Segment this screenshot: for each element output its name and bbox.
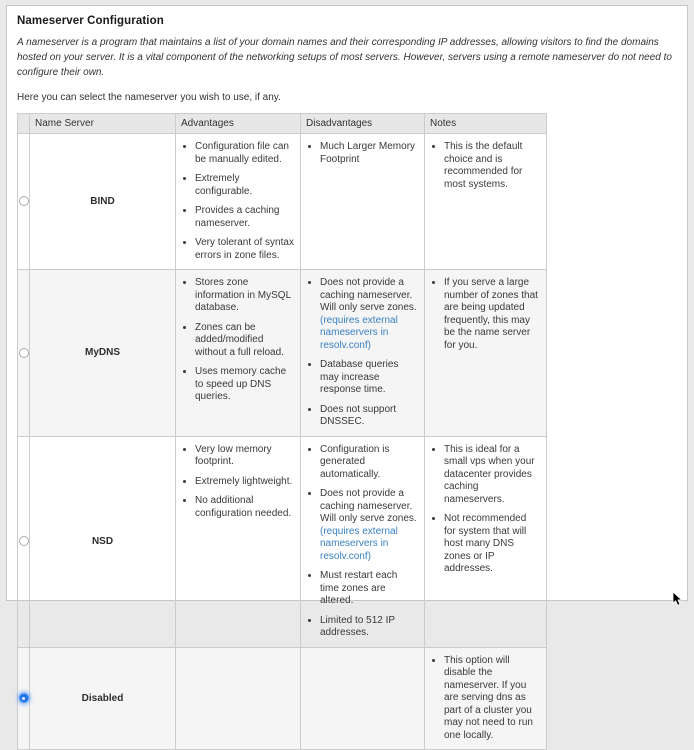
table-row-nsd (18, 436, 547, 647)
nameserver-configuration-panel (6, 5, 688, 741)
radio-nsd[interactable] (19, 536, 29, 546)
name-label-mydns: MyDNS (30, 270, 176, 437)
disadvantage-item: • Configuration is generated automatically. (320, 444, 418, 482)
page-title: Nameserver Configuration (17, 15, 164, 27)
disadvantage-item (320, 488, 418, 563)
notes-cell-bind (425, 134, 547, 270)
advantages-cell-bind (176, 134, 301, 270)
header-advantages: Advantages (176, 114, 301, 134)
disadvantages-cell-disabled (301, 647, 425, 750)
notes-cell-disabled (425, 647, 547, 750)
advantages-cell-mydns (176, 270, 301, 437)
page-description: A nameserver is a program that maintains a list of your domain names and their corresponding IP addresses, allowing visitors to find the domains hosted on your server. It is a vital component of the networking setups of most servers. However, servers using a remote nameserver do not need to configure their own. (17, 37, 672, 78)
note-item: • This option will disable the nameserver. If you are serving dns as part of a cluster you may not need to run one locally. (444, 655, 540, 743)
table-row-bind (18, 134, 547, 270)
nameserver-table (17, 113, 547, 750)
advantage-item: • Uses memory cache to speed up DNS queries. (195, 366, 294, 404)
name-label-nsd: NSD (30, 436, 176, 647)
disadvantage-text: Does not provide a caching nameserver. Will only serve zones. (320, 277, 417, 313)
page-instruction: Here you can select the nameserver you wish to use, if any. (17, 92, 281, 103)
note-item: • If you serve a large number of zones that are being updated frequently, this may be the name server for you. (444, 277, 540, 352)
radio-mydns[interactable] (19, 348, 29, 358)
disadvantages-cell-nsd (301, 436, 425, 647)
disadvantage-item: • Database queries may increase response time. (320, 359, 418, 397)
advantage-item: • Stores zone information in MySQL database. (195, 277, 294, 315)
note-item: • This is ideal for a small vps when your datacenter provides caching nameservers. (444, 444, 540, 507)
header-name-server: Name Server (30, 114, 176, 134)
advantage-item: • Very low memory footprint. (195, 444, 294, 469)
name-label-bind: BIND (30, 134, 176, 270)
table-header-row (18, 114, 547, 134)
disadvantage-item: • Does not support DNSSEC. (320, 404, 418, 429)
note-item: • This is the default choice and is recommended for most systems. (444, 141, 540, 191)
resolv-conf-link[interactable]: (requires external nameservers in resolv.conf) (320, 525, 398, 562)
advantage-item: • Very tolerant of syntax errors in zone files. (195, 237, 294, 262)
header-disadvantages: Disadvantages (301, 114, 425, 134)
advantages-cell-disabled (176, 647, 301, 750)
radio-bind[interactable] (19, 196, 29, 206)
header-radio-column (18, 114, 30, 134)
disadvantage-text: Does not provide a caching nameserver. Will only serve zones. (320, 488, 417, 524)
disadvantage-item: • Limited to 512 IP addresses. (320, 615, 418, 640)
advantage-item: • Extremely configurable. (195, 173, 294, 198)
disadvantages-cell-bind (301, 134, 425, 270)
name-label-disabled: Disabled (30, 647, 176, 750)
notes-cell-mydns (425, 270, 547, 437)
disadvantage-item: • Must restart each time zones are altered. (320, 570, 418, 608)
table-row-mydns (18, 270, 547, 437)
table-row-disabled (18, 647, 547, 750)
note-item: • Not recommended for system that will host many DNS zones or IP addresses. (444, 513, 540, 576)
disadvantage-item (320, 277, 418, 352)
advantages-cell-nsd (176, 436, 301, 647)
advantage-item: • Zones can be added/modified without a full reload. (195, 322, 294, 360)
advantage-item: • No additional configuration needed. (195, 495, 294, 520)
advantage-item: • Configuration file can be manually edited. (195, 141, 294, 166)
disadvantage-item: • Much Larger Memory Footprint (320, 141, 418, 166)
disadvantages-cell-mydns (301, 270, 425, 437)
notes-cell-nsd (425, 436, 547, 647)
header-notes: Notes (425, 114, 547, 134)
advantage-item: • Extremely lightweight. (195, 476, 294, 489)
radio-disabled[interactable] (19, 693, 29, 703)
resolv-conf-link[interactable]: (requires external nameservers in resolv.conf) (320, 314, 398, 351)
advantage-item: • Provides a caching nameserver. (195, 205, 294, 230)
